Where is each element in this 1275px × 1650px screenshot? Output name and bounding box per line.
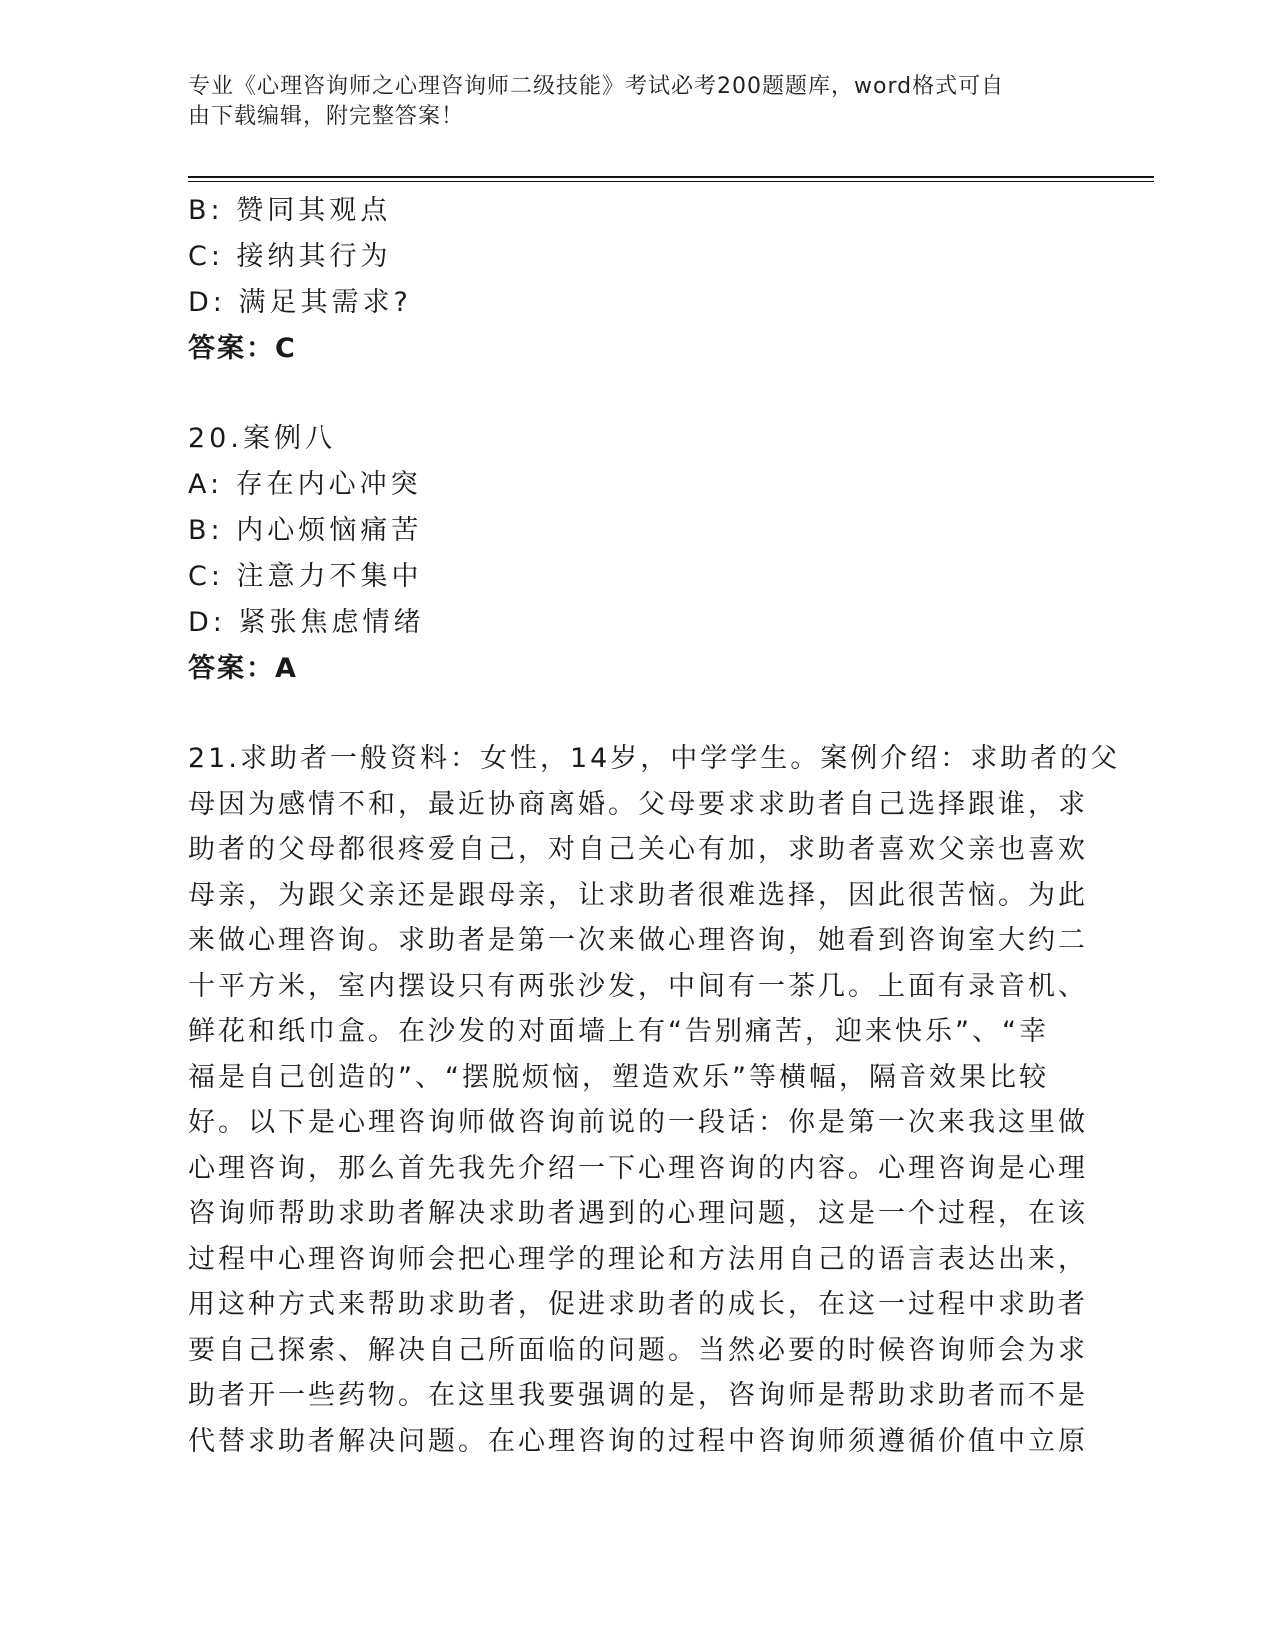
paragraph-line: 来做心理咨询。求助者是第一次来做心理咨询，她看到咨询室大约二 (188, 925, 1088, 956)
answer: 答案：C (188, 333, 297, 364)
paragraph-line: 助者开一些药物。在这里我要强调的是，咨询师是帮助求助者而不是 (188, 1380, 1088, 1411)
paragraph-line: 助者的父母都很疼爱自己，对自己关心有加，求助者喜欢父亲也喜欢 (188, 834, 1088, 865)
paragraph-line: 好。以下是心理咨询师做咨询前说的一段话：你是第一次来我这里做 (188, 1107, 1088, 1138)
spacer (188, 372, 1088, 416)
answer: 答案：A (188, 653, 298, 684)
page-header (188, 72, 1068, 132)
question-20 (188, 416, 1088, 692)
paragraph-line: 福是自己创造的”、“摆脱烦恼，塑造欢乐”等横幅，隔音效果比较 (188, 1061, 1049, 1093)
paragraph-line: 母因为感情不和，最近协商离婚。父母要求求助者自己选择跟谁，求 (188, 788, 1088, 820)
paragraph-line: 要自己探索、解决自己所面临的问题。当然必要的时候咨询师会为求 (188, 1334, 1088, 1366)
option-c: C: 注意力不集中 (188, 561, 423, 592)
option-b: B: 赞同其观点 (188, 195, 392, 226)
option-c: C: 接纳其行为 (188, 241, 392, 272)
paragraph-line: 咨询师帮助求助者解决求助者遇到的心理问题，这是一个过程，在该 (188, 1198, 1088, 1229)
option-d: D: 紧张焦虑情绪 (188, 607, 425, 638)
paragraph-line: 用这种方式来帮助求助者，促进求助者的成长，在这一过程中求助者 (188, 1289, 1088, 1320)
paragraph-line: 过程中心理咨询师会把心理学的理论和方法用自己的语言表达出来， (188, 1243, 1088, 1275)
option-a: A: 存在内心冲突 (188, 469, 422, 500)
paragraph-line: 代替求助者解决问题。在心理咨询的过程中咨询师须遵循价值中立原 (188, 1425, 1088, 1457)
option-b: B: 内心烦恼痛苦 (188, 515, 423, 546)
paragraph-line: 母亲，为跟父亲还是跟母亲，让求助者很难选择，因此很苦恼。为此 (188, 879, 1088, 911)
paragraph-line: 心理咨询，那么首先我先介绍一下心理咨询的内容。心理咨询是心理 (188, 1152, 1088, 1184)
header-line-1: 专业《心理咨询师之心理咨询师二级技能》考试必考200题题库，word格式可自 (188, 74, 1005, 99)
question-19 (188, 188, 1088, 372)
paragraph-line: 十平方米，室内摆设只有两张沙发，中间有一茶几。上面有录音机、 (188, 970, 1088, 1002)
spacer (188, 692, 1088, 736)
option-d: D: 满足其需求? (188, 287, 412, 318)
main-content (188, 188, 1121, 1464)
question-title: 20.案例八 (188, 423, 336, 454)
paragraph-line: 21.求助者一般资料：女性，14岁，中学学生。案例介绍：求助者的父 (188, 743, 1121, 774)
header-divider-thick (188, 176, 1154, 178)
question-21 (188, 736, 1121, 1464)
header-line-2: 由下载编辑，附完整答案！ (188, 104, 465, 129)
header-divider-thin (188, 181, 1154, 182)
paragraph-line: 鲜花和纸巾盒。在沙发的对面墙上有“告别痛苦，迎来快乐”、“幸 (188, 1016, 1049, 1047)
